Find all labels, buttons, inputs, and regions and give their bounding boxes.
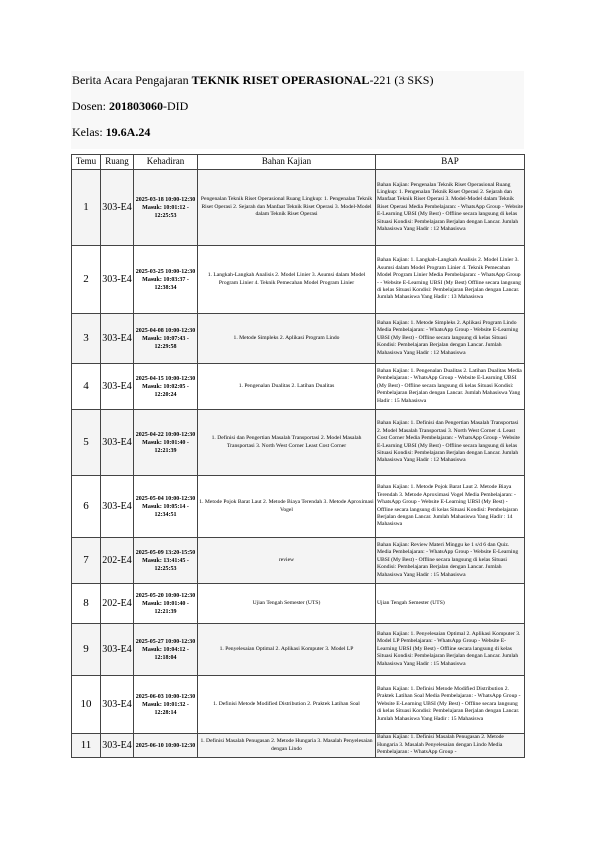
bap-cell: Bahan Kajian: 1. Penyelesaian Optimal 2. Aplikasi Komputer 3. Model LP Pembelajaran: - WhatsApp Group - Website E-Learning UBSI (My Best) - Offline secara langsung di kelas Situasi Kondisi: Pembelajaran Berjalan dengan Lancar. Jumlah Mahasiswa Yang Hadir : 15 Mahasiswa bbox=[376, 624, 525, 676]
bap-cell: Bahan Kajian: 1. Metode Pojok Barat Laut 2. Metode Biaya Terendah 3. Metode Aproximasi Vogel Media Pembelajaran: - WhatsApp Group - Website E-Learning UBSI (My Best) - Offline secara langsung di kelas Situasi Kondisi: Pembelajaran Berjalan dengan Lancar. Jumlah Mahasiswa Yang Hadir : 14 Mahasiswa bbox=[376, 476, 525, 538]
dosen-id: 201803060 bbox=[109, 99, 163, 113]
dosen-line bbox=[71, 97, 524, 123]
kehadiran-cell bbox=[134, 624, 198, 676]
kelas-label: Kelas: bbox=[72, 125, 106, 139]
temu-cell: 11 bbox=[72, 734, 101, 758]
masuk-text bbox=[135, 335, 196, 351]
masuk-text bbox=[135, 276, 196, 292]
temu-cell: 6 bbox=[72, 476, 101, 538]
ruang-cell: 303-E4 bbox=[101, 364, 134, 410]
table-header-row bbox=[72, 155, 525, 170]
bap-cell: Bahan Kajian: 1. Pengenalan Dualitas 2. Latihan Dualitas Media Pembelajaran: - WhatsApp Group - Website E-Learning UBSI (My Best) - Offline secara langsung di kelas Situasi Kondisi: Pembelajaran Berjalan dengan Lancar. Jumlah Mahasiswa Yang Hadir : 15 Mahasiswa bbox=[376, 364, 525, 410]
course-name: TEKNIK RISET OPERASIONAL bbox=[191, 73, 370, 87]
ruang-cell: 303-E4 bbox=[101, 676, 134, 734]
masuk-time: 10:03:37 - 12:38:34 bbox=[154, 276, 189, 291]
title-suffix: -221 (3 SKS) bbox=[369, 73, 434, 87]
bahan-kajian-cell: Ujian Tengah Semester (UTS) bbox=[198, 584, 376, 624]
bahan-kajian-cell: 1. Metode Pojok Barat Laut 2. Metode Biaya Terendah 3. Metode Aproximasi Vogel bbox=[198, 476, 376, 538]
ruang-cell: 303-E4 bbox=[101, 624, 134, 676]
title-prefix: Berita Acara Pengajaran bbox=[72, 73, 192, 87]
bap-cell: Bahan Kajian: Pengenalan Teknik Riset Operasional Ruang Lingkup: 1. Pengenalan Teknik Riset Operasi 2. Sejarah dan Manfaat Teknik Riset Operasi 3. Model-Model dalam Teknik Riset Operasi Media Pembelajaran: - WhatsApp Group - Website E-Learning UBSI (My Best) - Offline secara langsung di kelas Situasi Kondisi: Pembelajaran Berjalan dengan Lancar. Jumlah Mahasiswa Yang Hadir : 12 Mahasiswa bbox=[376, 170, 525, 246]
kehadiran-cell bbox=[134, 314, 198, 364]
table-row bbox=[72, 170, 525, 246]
ruang-cell: 202-E4 bbox=[101, 584, 134, 624]
masuk-text bbox=[135, 503, 196, 519]
jadwal-text: 2025-06-03 10:00-12:30 bbox=[135, 693, 196, 700]
bahan-kajian-cell: 1. Definisi Metode Modified Distribution 2. Praktek Latihan Soal bbox=[198, 676, 376, 734]
temu-cell: 4 bbox=[72, 364, 101, 410]
masuk-text bbox=[135, 383, 196, 399]
masuk-label: Masuk: bbox=[142, 600, 162, 607]
bahan-kajian-cell: 1. Pengenalan Dualitas 2. Latihan Dualitas bbox=[198, 364, 376, 410]
jadwal-text: 2025-06-10 10:00-12:30 bbox=[135, 742, 196, 749]
bap-cell: Bahan Kajian: 1. Langkah-Langkah Analisis 2. Model Linier 3. Asumsi dalam Model Program Linier 4. Teknik Pemecahan Model Program Linier Media Pembelajaran: - WhatsApp Group - - Website E-Learning UBSI (My Best) Offline secara langsung di kelas Situasi Kondisi: Pembelajaran Berjalan dengan Lancar. Jumlah Mahasiswa Yang Hadir : 13 Mahasiswa bbox=[376, 246, 525, 314]
temu-cell: 10 bbox=[72, 676, 101, 734]
masuk-time: 10:01:40 - 12:21:39 bbox=[154, 439, 189, 454]
table-row bbox=[72, 584, 525, 624]
temu-cell: 5 bbox=[72, 410, 101, 476]
bahan-kajian-cell: 1. Definisi Masalah Penugasan 2. Metode Hungaria 3. Masalah Penyelesaian dengan Lindo bbox=[198, 734, 376, 758]
jadwal-text: 2025-03-25 10:00-12:30 bbox=[135, 268, 196, 275]
temu-cell: 3 bbox=[72, 314, 101, 364]
masuk-text bbox=[135, 646, 196, 662]
masuk-label: Masuk: bbox=[142, 557, 162, 564]
masuk-text bbox=[135, 557, 196, 573]
masuk-time: 10:01:12 - 12:25:53 bbox=[154, 204, 189, 219]
temu-cell: 7 bbox=[72, 538, 101, 584]
bap-cell: Ujian Tengah Semester (UTS) bbox=[376, 584, 525, 624]
kehadiran-cell bbox=[134, 246, 198, 314]
bap-table bbox=[71, 154, 525, 758]
dosen-label: Dosen: bbox=[72, 99, 109, 113]
masuk-label: Masuk: bbox=[142, 276, 162, 283]
bahan-kajian-cell: Pengenalan Teknik Riset Operasional Ruang Lingkup: 1. Pengenalan Teknik Riset Operasi 2. Sejarah dan Manfaat Teknik Riset Operasi 3. Model-Model dalam Teknik Riset Operasi bbox=[198, 170, 376, 246]
ruang-cell: 202-E4 bbox=[101, 538, 134, 584]
ruang-cell: 303-E4 bbox=[101, 734, 134, 758]
bahan-kajian-cell: 1. Metode Simpleks 2. Aplikasi Program Lindo bbox=[198, 314, 376, 364]
kehadiran-cell bbox=[134, 584, 198, 624]
jadwal-text: 2025-05-04 10:00-12:30 bbox=[135, 495, 196, 502]
table-row bbox=[72, 476, 525, 538]
masuk-label: Masuk: bbox=[142, 439, 162, 446]
kelas-line bbox=[71, 123, 524, 149]
bap-cell: Bahan Kajian: 1. Definisi Masalah Penugasan 2. Metode Hungaria 3. Masalah Penyelesaian dengan Lindo Media Pembelajaran: - WhatsApp Group - bbox=[376, 734, 525, 758]
masuk-label: Masuk: bbox=[142, 204, 162, 211]
table-row bbox=[72, 734, 525, 758]
kehadiran-cell bbox=[134, 364, 198, 410]
kehadiran-cell bbox=[134, 734, 198, 758]
bahan-kajian-cell: 1. Definisi dan Pengertian Masalah Transportasi 2. Model Masalah Transportasi 3. North West Corner Least Cost Corner bbox=[198, 410, 376, 476]
masuk-time: 10:01:32 - 12:28:14 bbox=[154, 701, 189, 716]
dosen-suffix: -DID bbox=[163, 99, 189, 113]
table-row bbox=[72, 676, 525, 734]
col-ruang: Ruang bbox=[101, 155, 134, 170]
kelas-value: 19.6A.24 bbox=[105, 125, 151, 139]
jadwal-text: 2025-05-09 13:20-15:50 bbox=[135, 549, 196, 556]
col-kehadiran: Kehadiran bbox=[134, 155, 198, 170]
kehadiran-cell bbox=[134, 476, 198, 538]
bahan-kajian-cell: 1. Penyelesaian Optimal 2. Aplikasi Komputer 3. Model LP bbox=[198, 624, 376, 676]
masuk-time: 13:41:45 - 12:25:53 bbox=[154, 557, 189, 572]
col-bap: BAP bbox=[376, 155, 525, 170]
jadwal-text: 2025-04-22 10:00-12:30 bbox=[135, 431, 196, 438]
kehadiran-cell bbox=[134, 676, 198, 734]
masuk-text bbox=[135, 701, 196, 717]
masuk-label: Masuk: bbox=[142, 335, 162, 342]
jadwal-text: 2025-03-18 10:00-12:30 bbox=[135, 196, 196, 203]
document-header bbox=[71, 71, 524, 149]
bahan-kajian-cell: review bbox=[198, 538, 376, 584]
bap-cell: Bahan Kajian: 1. Definisi Metode Modified Distribution 2. Praktek Latihan Soal Media Pembelajaran: - WhatsApp Group - Website E-Learning UBSI (My Best) - Offline secara langsung di kelas Situasi Kondisi: Pembelajaran Berjalan dengan Lancar. Jumlah Mahasiswa Yang Hadir : 15 Mahasiswa bbox=[376, 676, 525, 734]
ruang-cell: 303-E4 bbox=[101, 170, 134, 246]
table-row bbox=[72, 624, 525, 676]
bap-cell: Bahan Kajian: 1. Definisi dan Pengertian Masalah Transportasi 2. Model Masalah Transportasi 3. North West Corner 4. Least Cost Corner Media Pembelajaran: - WhatsApp Group - Website E-Learning UBSI (My Best) - Offline secara langsung di kelas Situasi Kondisi: Pembelajaran Berjalan dengan Lancar. Jumlah Mahasiswa Yang Hadir : 12 Mahasiswa bbox=[376, 410, 525, 476]
masuk-label: Masuk: bbox=[142, 646, 162, 653]
masuk-time: 10:04:12 - 12:18:04 bbox=[154, 646, 189, 661]
table-row bbox=[72, 246, 525, 314]
temu-cell: 8 bbox=[72, 584, 101, 624]
masuk-label: Masuk: bbox=[142, 503, 162, 510]
table-row bbox=[72, 314, 525, 364]
masuk-time: 10:05:14 - 12:34:51 bbox=[154, 503, 189, 518]
ruang-cell: 303-E4 bbox=[101, 314, 134, 364]
jadwal-text: 2025-05-27 10:00-12:30 bbox=[135, 638, 196, 645]
table-row bbox=[72, 538, 525, 584]
col-temu: Temu bbox=[72, 155, 101, 170]
title-line bbox=[71, 71, 524, 97]
jadwal-text: 2025-04-15 10:00-12:30 bbox=[135, 375, 196, 382]
masuk-time: 10:07:43 - 12:29:58 bbox=[154, 335, 189, 350]
ruang-cell: 303-E4 bbox=[101, 246, 134, 314]
temu-cell: 1 bbox=[72, 170, 101, 246]
masuk-label: Masuk: bbox=[142, 383, 162, 390]
bap-cell: Bahan Kajian: Review Materi Minggu ke 1 s/d 6 dan Quiz. Media Pembelajaran: - WhatsApp Group - Website E-Learning UBSI (My Best) - Offline secara langsung di kelas Situasi Kondisi: Pembelajaran Berjalan dengan Lancar. Jumlah Mahasiswa Yang Hadir : 15 Mahasiswa bbox=[376, 538, 525, 584]
bap-cell: Bahan Kajian: 1. Metode Simpleks 2. Aplikasi Program Lindo Media Pembelajaran: - WhatsApp Group - Website E-Learning UBSI (My Best) - Offline secara langsung di kelas Situasi Kondisi: Pembelajaran Berjalan dengan Lancar. Jumlah Mahasiswa Yang Hadir : 12 Mahasiswa bbox=[376, 314, 525, 364]
col-bahan-kajian: Bahan Kajian bbox=[198, 155, 376, 170]
ruang-cell: 303-E4 bbox=[101, 476, 134, 538]
masuk-text bbox=[135, 439, 196, 455]
kehadiran-cell bbox=[134, 538, 198, 584]
masuk-label: Masuk: bbox=[142, 701, 162, 708]
masuk-time: 10:01:40 - 12:21:39 bbox=[154, 600, 189, 615]
temu-cell: 9 bbox=[72, 624, 101, 676]
masuk-time: 10:02:05 - 12:20:24 bbox=[154, 383, 189, 398]
table-row bbox=[72, 364, 525, 410]
masuk-text bbox=[135, 204, 196, 220]
bahan-kajian-cell: 1. Langkah-Langkah Analisis 2. Model Linier 3. Asumsi dalam Model Program Linier 4. Teknik Pemecahan Model Program Linier bbox=[198, 246, 376, 314]
kehadiran-cell bbox=[134, 410, 198, 476]
table-row bbox=[72, 410, 525, 476]
temu-cell: 2 bbox=[72, 246, 101, 314]
jadwal-text: 2025-04-08 10:00-12:30 bbox=[135, 327, 196, 334]
kehadiran-cell bbox=[134, 170, 198, 246]
ruang-cell: 303-E4 bbox=[101, 410, 134, 476]
masuk-text bbox=[135, 600, 196, 616]
jadwal-text: 2025-05-20 10:00-12:30 bbox=[135, 592, 196, 599]
